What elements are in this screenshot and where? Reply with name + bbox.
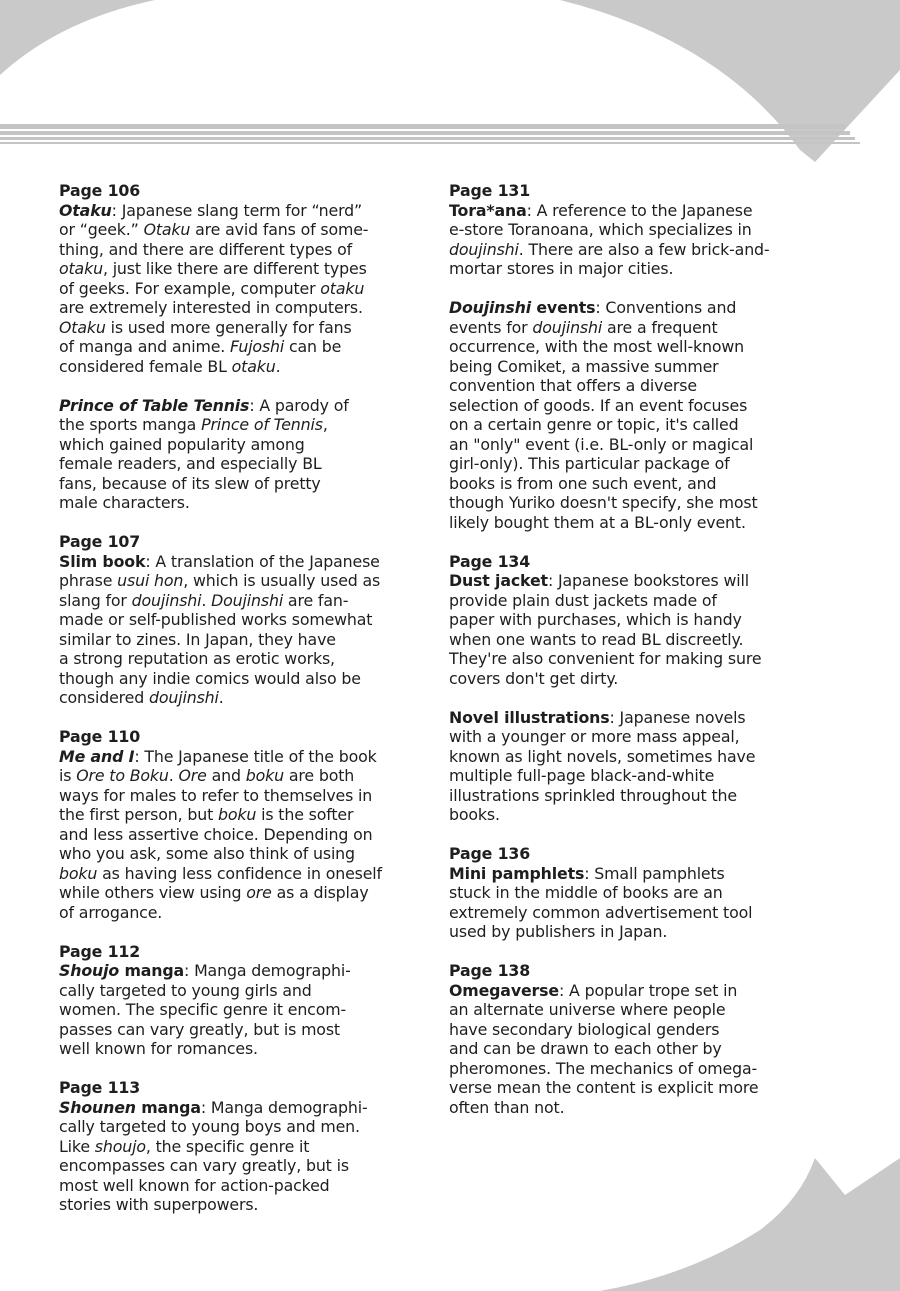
glossary-entry <box>59 942 431 1059</box>
entry-line <box>59 1020 431 1040</box>
entry-text: most well known for action-packed <box>59 1175 330 1195</box>
entry-text: and less assertive choice. Depending on <box>59 824 373 844</box>
entry-text: of arrogance. <box>59 902 163 922</box>
entry-text: shoujo <box>94 1136 146 1156</box>
entry-text: are fan- <box>283 590 349 610</box>
glossary-entry <box>449 844 821 942</box>
entry-line <box>59 844 431 864</box>
entry-text: though Yuriko doesn't specify, she most <box>449 493 758 512</box>
entry-text: ways for males to refer to themselves in <box>59 785 373 805</box>
entry-text: pheromones. The mechanics of omega- <box>449 1058 758 1078</box>
glossary-term: Slim book <box>59 551 146 571</box>
entry-text: occurrence, with the most well-known <box>449 337 745 356</box>
entry-text: slang for <box>59 590 132 610</box>
entry-text: fans, because of its slew of pretty <box>59 473 321 493</box>
entry-text: selection of goods. If an event focuses <box>449 395 748 415</box>
entry-text: made or self-published works somewhat <box>59 610 373 629</box>
entry-line <box>59 961 431 981</box>
entry-text: likely bought them at a BL-only event. <box>449 512 746 532</box>
entry-line <box>449 1039 821 1059</box>
entry-line <box>59 1117 431 1137</box>
glossary-entry <box>449 961 821 1117</box>
entry-line <box>59 415 431 435</box>
entry-text: They're also convenient for making sure <box>449 649 762 668</box>
entry-line <box>59 493 431 513</box>
entry-line <box>59 298 431 318</box>
entry-line <box>59 825 431 845</box>
entry-line <box>59 240 431 260</box>
glossary-entry <box>59 1078 431 1215</box>
entry-line <box>59 337 431 357</box>
entry-text: women. The specific genre it encom- <box>59 1000 347 1019</box>
entry-text: multiple full-page black-and-white <box>449 766 715 785</box>
glossary-entry <box>59 727 431 922</box>
glossary-term: manga <box>119 961 185 980</box>
entry-line <box>59 591 431 611</box>
glossary-term: Shounen <box>59 1097 136 1117</box>
entry-text: : Conventions and <box>595 298 737 317</box>
entry-text: books. <box>449 805 500 824</box>
entry-line <box>449 1078 821 1098</box>
entry-line <box>449 591 821 611</box>
entry-line <box>449 318 821 338</box>
entry-text: convention that offers a diverse <box>449 376 697 395</box>
entry-line <box>59 1039 431 1059</box>
entry-text: which gained popularity among <box>59 434 305 454</box>
entry-text: on a certain genre or topic, it's called <box>449 415 739 434</box>
entry-line <box>59 259 431 279</box>
entry-line <box>449 220 821 240</box>
entry-text: and <box>206 766 246 785</box>
entry-text: : Manga demographi- <box>184 961 351 980</box>
glossary-term: events <box>531 298 596 317</box>
entry-text: of manga and anime. <box>59 337 231 356</box>
entry-line <box>449 1000 821 1020</box>
entry-text: Doujinshi <box>211 590 284 610</box>
entry-text: mortar stores in major cities. <box>449 259 674 278</box>
entry-text: otaku <box>320 278 365 298</box>
entry-line <box>449 630 821 650</box>
glossary-term: Tora*ana <box>449 200 527 220</box>
entry-text: : Japanese slang term for “nerd” <box>111 200 363 220</box>
entry-text: and can be drawn to each other by <box>449 1039 722 1058</box>
entry-line <box>59 649 431 669</box>
page-heading: Page 106 <box>59 181 141 200</box>
entry-text: are a frequent <box>602 317 718 337</box>
entry-text: . There are also a few brick-and- <box>518 239 770 259</box>
right-glossary-column <box>449 181 821 1137</box>
entry-line <box>59 805 431 825</box>
bottom-right-corner-shape <box>600 1158 900 1291</box>
entry-text: . <box>201 590 212 610</box>
glossary-term: Omegaverse <box>449 980 559 1000</box>
entry-text: the sports manga <box>59 415 202 434</box>
glossary-term: Prince of Table Tennis <box>59 395 250 415</box>
page-heading: Page 110 <box>59 727 141 746</box>
entry-text: Ore <box>178 766 207 785</box>
entry-text: Fujoshi <box>230 337 285 356</box>
entry-line <box>449 454 821 474</box>
glossary-term: Dust jacket <box>449 571 548 590</box>
entry-line <box>449 240 821 260</box>
glossary-entry <box>59 396 431 513</box>
entry-text: provide plain dust jackets made of <box>449 590 717 610</box>
entry-line <box>449 903 821 923</box>
entry-text: Prince of Tennis <box>201 415 323 434</box>
entry-line <box>59 1098 431 1118</box>
entry-text: doujinshi <box>532 317 603 337</box>
entry-line <box>59 279 431 299</box>
entry-line <box>449 513 821 533</box>
entry-text: Otaku <box>59 317 106 337</box>
entry-line <box>449 669 821 689</box>
entry-line <box>449 727 821 747</box>
entry-line <box>449 981 821 1001</box>
entry-text: while others view using <box>59 883 247 902</box>
entry-line <box>59 1156 431 1176</box>
entry-text: : Japanese novels <box>609 707 746 727</box>
page-heading: Page 131 <box>449 181 531 200</box>
entry-text: verse mean the content is explicit more <box>449 1078 759 1097</box>
entry-text: , just like there are different types <box>102 259 367 278</box>
glossary-term: manga <box>135 1097 201 1117</box>
page-heading: Page 112 <box>59 941 141 961</box>
entry-text: boku <box>217 805 257 824</box>
entry-text: : A reference to the Japanese <box>526 200 753 220</box>
entry-text: well known for romances. <box>59 1039 258 1058</box>
entry-text: : A parody of <box>249 395 349 415</box>
entry-line <box>59 454 431 474</box>
entry-text: Ore to Boku <box>76 766 169 785</box>
entry-line <box>449 571 821 591</box>
entry-text: boku <box>59 863 98 883</box>
entry-line <box>59 220 431 240</box>
entry-line <box>59 903 431 923</box>
entry-line <box>449 1098 821 1118</box>
entry-text: often than not. <box>449 1097 565 1117</box>
glossary-entry <box>449 552 821 689</box>
entry-text: : Small pamphlets <box>584 863 725 883</box>
entry-text: considered <box>59 688 149 707</box>
page-heading: Page 107 <box>59 532 141 551</box>
entry-text: encompasses can vary greatly, but is <box>59 1156 349 1175</box>
entry-line <box>59 396 431 416</box>
entry-text: are avid fans of some- <box>190 220 369 239</box>
entry-text: Like <box>59 1136 95 1156</box>
entry-line <box>449 357 821 377</box>
entry-line <box>449 337 821 357</box>
entry-line <box>449 298 821 318</box>
entry-line <box>59 1176 431 1196</box>
entry-line <box>59 474 431 494</box>
entry-line <box>59 435 431 455</box>
entry-text: : Manga demographi- <box>200 1097 368 1117</box>
glossary-term: Me and I <box>59 746 135 766</box>
glossary-term: Novel illustrations <box>449 707 610 727</box>
entry-text: the first person, but <box>59 805 218 824</box>
entry-line <box>59 883 431 903</box>
entry-text: . <box>218 688 224 707</box>
entry-text: a strong reputation as erotic works, <box>59 649 335 668</box>
entry-text: is <box>59 766 77 785</box>
entry-line <box>59 201 431 221</box>
glossary-entry <box>449 298 821 532</box>
entry-text: male characters. <box>59 493 190 512</box>
entry-text: an "only" event (i.e. BL-only or magical <box>449 434 754 454</box>
entry-text: stories with superpowers. <box>59 1195 259 1214</box>
entry-line <box>449 376 821 396</box>
entry-text: thing, and there are different types of <box>59 239 353 259</box>
glossary-term: Doujinshi <box>449 298 532 317</box>
entry-text: doujinshi <box>131 590 202 610</box>
entry-line <box>59 786 431 806</box>
entry-line <box>59 571 431 591</box>
glossary-term: Shoujo <box>59 961 120 980</box>
header-stripes <box>0 124 860 144</box>
entry-line <box>449 474 821 494</box>
entry-text: as a display <box>271 883 369 902</box>
entry-line <box>449 864 821 884</box>
entry-line <box>449 1059 821 1079</box>
entry-line <box>59 669 431 689</box>
entry-text: cally targeted to young boys and men. <box>59 1117 360 1136</box>
entry-text: or “geek.” <box>59 220 144 239</box>
entry-line <box>449 786 821 806</box>
entry-line <box>59 981 431 1001</box>
entry-text: books is from one such event, and <box>449 473 717 493</box>
page-heading: Page 134 <box>449 551 531 571</box>
entry-text: being Comiket, a massive summer <box>449 356 719 376</box>
entry-text: cally targeted to young girls and <box>59 980 312 1000</box>
entry-text: , <box>322 415 328 434</box>
entry-line <box>59 747 431 767</box>
entry-line <box>449 805 821 825</box>
entry-line <box>449 201 821 221</box>
entry-text: doujinshi <box>449 239 519 259</box>
entry-text: have secondary biological genders <box>449 1019 720 1039</box>
entry-text: girl-only). This particular package of <box>449 454 730 473</box>
entry-text: female readers, and especially BL <box>59 454 322 473</box>
entry-line <box>59 688 431 708</box>
entry-text: , the specific genre it <box>145 1136 310 1156</box>
left-glossary-column <box>59 181 431 1234</box>
entry-text: ore <box>246 883 272 902</box>
entry-text: when one wants to read BL discreetly. <box>449 629 744 649</box>
entry-line <box>449 610 821 630</box>
glossary-term: Otaku <box>59 200 112 220</box>
entry-text: : A popular trope set in <box>559 980 738 1000</box>
glossary-entry <box>59 532 431 708</box>
entry-text: known as light novels, sometimes have <box>449 746 756 766</box>
entry-text: an alternate universe where people <box>449 1000 726 1019</box>
entry-line <box>59 864 431 884</box>
entry-line <box>59 1195 431 1215</box>
entry-line <box>59 552 431 572</box>
entry-text: usui hon <box>117 571 184 590</box>
entry-line <box>449 396 821 416</box>
entry-text: stuck in the middle of books are an <box>449 883 723 902</box>
entry-text: . <box>275 356 281 376</box>
entry-line <box>449 259 821 279</box>
entry-text: with a younger or more mass appeal, <box>449 727 740 746</box>
glossary-entry <box>449 181 821 279</box>
entry-line <box>449 922 821 942</box>
entry-text: similar to zines. In Japan, they have <box>59 629 336 649</box>
entry-text: boku <box>245 766 284 785</box>
entry-text: extremely common advertisement tool <box>449 902 753 922</box>
entry-text: passes can vary greatly, but is most <box>59 1019 340 1039</box>
entry-text: phrase <box>59 571 118 590</box>
entry-line <box>449 415 821 435</box>
page-heading: Page 138 <box>449 961 531 980</box>
entry-text: is the softer <box>256 805 354 824</box>
entry-line <box>449 493 821 513</box>
entry-text: paper with purchases, which is handy <box>449 610 742 629</box>
entry-line <box>449 883 821 903</box>
page-heading: Page 113 <box>59 1078 141 1097</box>
entry-text: : A translation of the Japanese <box>145 551 380 571</box>
entry-text: used by publishers in Japan. <box>449 922 668 941</box>
entry-text: of geeks. For example, computer <box>59 278 321 298</box>
entry-text: though any indie comics would also be <box>59 668 361 688</box>
entry-line <box>59 1137 431 1157</box>
entry-line <box>449 1020 821 1040</box>
entry-text: can be <box>284 337 342 356</box>
entry-text: illustrations sprinkled throughout the <box>449 785 737 805</box>
entry-line <box>449 747 821 767</box>
entry-text: , which is usually used as <box>183 571 381 590</box>
entry-line <box>59 357 431 377</box>
entry-line <box>449 708 821 728</box>
entry-text: are both <box>284 766 355 785</box>
entry-line <box>449 649 821 669</box>
entry-text: e-store Toranoana, which specializes in <box>449 220 752 239</box>
entry-text: as having less confidence in oneself <box>97 863 382 883</box>
entry-line <box>59 318 431 338</box>
entry-text: : Japanese bookstores will <box>547 571 749 590</box>
entry-line <box>449 435 821 455</box>
glossary-term: Mini pamphlets <box>449 863 585 883</box>
glossary-entry <box>449 708 821 825</box>
entry-text: events for <box>449 317 533 337</box>
entry-line <box>59 1000 431 1020</box>
entry-text: otaku <box>231 356 276 376</box>
entry-text: are extremely interested in computers. <box>59 298 363 317</box>
glossary-entry <box>59 181 431 376</box>
entry-line <box>449 766 821 786</box>
entry-text: considered female BL <box>59 356 232 376</box>
entry-text: : The Japanese title of the book <box>134 746 377 766</box>
entry-line <box>59 766 431 786</box>
page-heading: Page 136 <box>449 844 531 863</box>
entry-text: Otaku <box>143 220 191 239</box>
entry-text: is used more generally for fans <box>105 317 352 337</box>
entry-text: doujinshi <box>149 688 219 707</box>
entry-line <box>59 610 431 630</box>
entry-text: otaku <box>59 259 103 278</box>
entry-text: . <box>168 766 179 785</box>
top-left-corner-shape <box>0 0 155 75</box>
entry-text: covers don't get dirty. <box>449 668 619 688</box>
entry-line <box>59 630 431 650</box>
entry-text: who you ask, some also think of using <box>59 844 355 863</box>
